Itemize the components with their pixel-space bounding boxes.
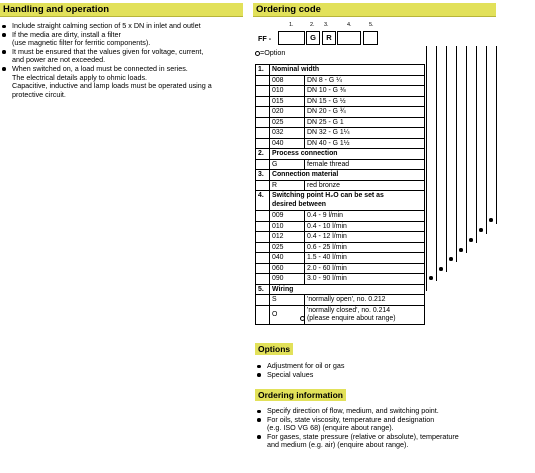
connector-line — [486, 46, 487, 234]
list-item-continuation: protective circuit. — [12, 89, 66, 99]
table-row: 012 0.4 - 12 l/min — [256, 232, 425, 243]
table-row: 025 DN 25 - G 1 — [256, 117, 425, 128]
bullet-icon — [257, 410, 261, 414]
position-number: 1. — [289, 22, 294, 28]
list-item: Include straight calming section of 5 x DN in inlet and outlet — [0, 22, 212, 31]
connector-line — [456, 46, 457, 262]
list-item-continuation: The electrical details apply to ohmic loads. — [12, 72, 148, 82]
bullet-icon — [257, 418, 261, 422]
table-row: 010 0.4 - 10 l/min — [256, 221, 425, 232]
list-item-continuation: and medium (e.g. air) (enquire about range). — [267, 440, 409, 450]
list-item: When switched on, a load must be connected in series. — [0, 65, 212, 74]
table-row: 025 0.6 - 25 l/min — [256, 242, 425, 253]
table-row: 009 0.4 - 9 l/min — [256, 211, 425, 222]
code-box-4 — [337, 31, 361, 45]
list-item: For gases, state pressure (relative or absolute), temperature — [255, 433, 459, 442]
list-item: For oils, state viscosity, temperature and designation — [255, 416, 459, 425]
code-box-5 — [363, 31, 378, 45]
list-item: Specify direction of flow, medium, and switching point. — [255, 407, 459, 416]
list-item: It must be ensured that the values given for voltage, current, — [0, 48, 212, 57]
code-prefix: FF - — [258, 34, 272, 43]
option-circle-icon — [300, 316, 305, 321]
ordering-code-table — [255, 64, 425, 325]
selection-dot-icon — [459, 248, 463, 252]
connector-line — [426, 46, 427, 291]
connector-line — [496, 46, 497, 224]
table-row: G female thread — [256, 159, 425, 170]
ordering-info-list — [255, 407, 459, 450]
table-row: 020 DN 20 - G ¾ — [256, 107, 425, 118]
list-item-continuation: (e.g. ISO VG 68) (enquire about range). — [267, 423, 394, 433]
selection-dot-icon — [439, 267, 443, 271]
position-number: 4. — [347, 22, 352, 28]
code-box-r: R — [322, 31, 336, 45]
bullet-icon — [2, 33, 6, 37]
list-item: If the media are dirty, install a filter — [0, 31, 212, 40]
list-item-continuation: (use magnetic filter for ferritic components). — [12, 38, 151, 48]
bullet-icon — [257, 373, 261, 377]
table-row: S 'normally open', no. 0.212 — [256, 295, 425, 306]
ordering-code-header: Ordering code — [253, 3, 496, 17]
selection-dot-icon — [449, 257, 453, 261]
list-item: Special values — [255, 371, 345, 380]
connector-line — [436, 46, 437, 281]
table-row: 010 DN 10 - G ⅜ — [256, 86, 425, 97]
table-row: 032 DN 32 - G 1¼ — [256, 128, 425, 139]
bullet-icon — [2, 67, 6, 71]
table-row: 008 DN 8 - G ¼ — [256, 75, 425, 86]
selection-dot-icon — [479, 228, 483, 232]
selection-dot-icon — [469, 238, 473, 242]
section-number: 2. — [256, 149, 270, 160]
section-title: Nominal width — [270, 65, 425, 76]
selection-dot-icon — [429, 276, 433, 280]
section-number: 3. — [256, 170, 270, 181]
options-list — [255, 362, 345, 379]
section-number: 4. — [256, 191, 270, 211]
table-row: O 'normally closed', no. 0.214 (please enquire about range) — [256, 305, 425, 324]
option-legend: =Option — [260, 48, 286, 57]
section-title: Wiring — [270, 284, 425, 295]
bullet-icon — [257, 435, 261, 439]
options-header: Options — [255, 343, 293, 355]
list-item: Adjustment for oil or gas — [255, 362, 345, 371]
table-row: 040 1.5 - 40 l/min — [256, 253, 425, 264]
bullet-icon — [2, 50, 6, 54]
code-box-1 — [278, 31, 305, 45]
code-box-g: G — [306, 31, 320, 45]
bullet-icon — [2, 25, 6, 29]
list-item-continuation: and power are not exceeded. — [12, 55, 106, 65]
selection-dot-icon — [489, 218, 493, 222]
section-number: 5. — [256, 284, 270, 295]
table-row: R red bronze — [256, 180, 425, 191]
connector-line — [446, 46, 447, 272]
connector-line — [466, 46, 467, 253]
position-number: 3. — [324, 22, 329, 28]
table-row: 060 2.0 - 60 l/min — [256, 263, 425, 274]
ordering-info-header: Ordering information — [255, 389, 346, 401]
table-row: 015 DN 15 - G ½ — [256, 96, 425, 107]
list-item-continuation: Capacitive, inductive and lamp loads must be operated using a — [12, 81, 212, 91]
section-title: Connection material — [270, 170, 425, 181]
bullet-icon — [257, 365, 261, 369]
position-number: 2. — [310, 22, 315, 28]
section-number: 1. — [256, 65, 270, 76]
handling-header: Handling and operation — [0, 3, 243, 17]
section-title: Switching point H₂O can be set as desired between — [270, 191, 425, 211]
connector-line — [476, 46, 477, 243]
section-title: Process connection — [270, 149, 425, 160]
position-number: 5. — [369, 22, 374, 28]
table-row: 040 DN 40 - G 1½ — [256, 138, 425, 149]
handling-list — [0, 22, 212, 99]
table-row: 090 3.0 - 90 l/min — [256, 274, 425, 285]
